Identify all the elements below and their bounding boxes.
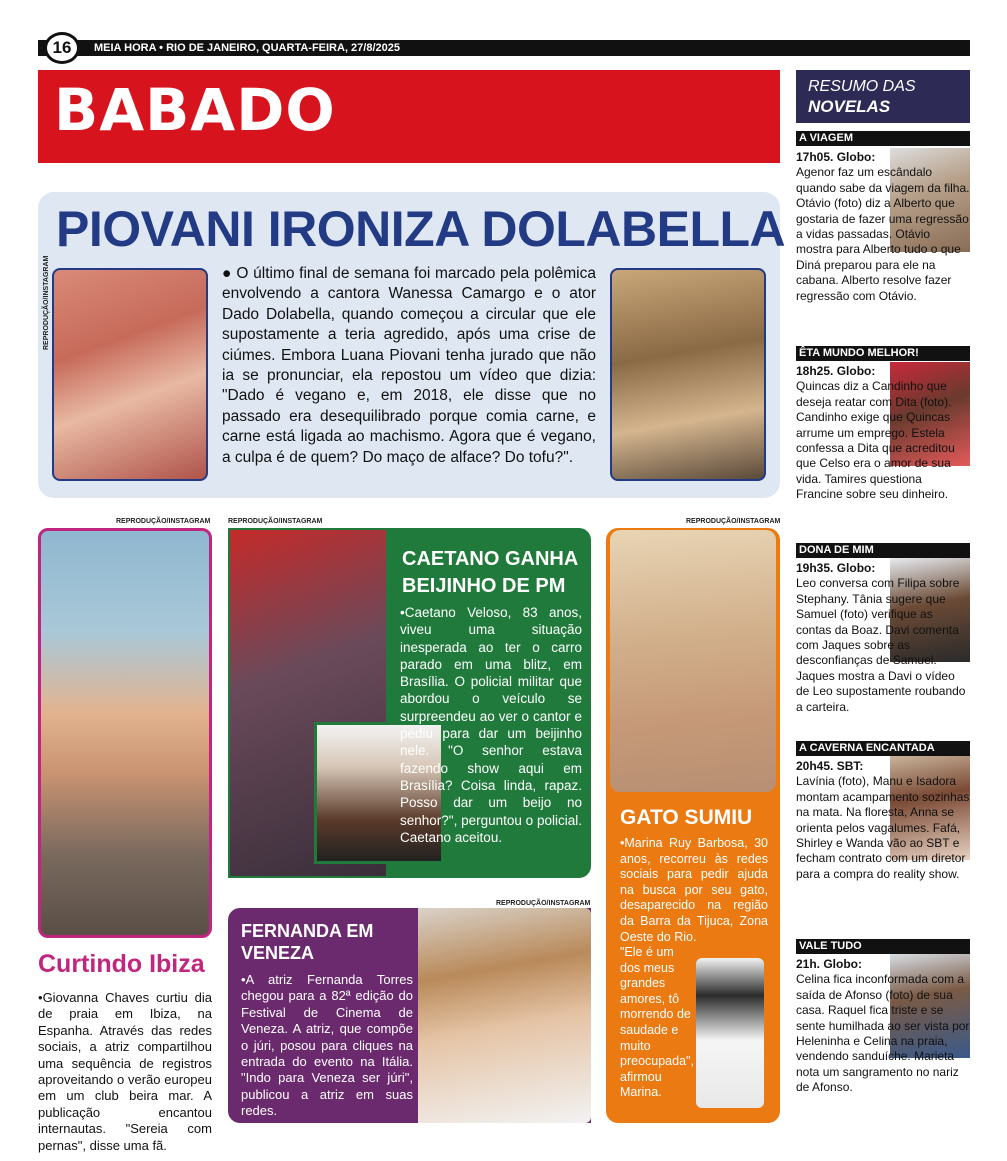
gato-body: •Marina Ruy Barbosa, 30 anos, recorreu às redes sociais para pedir ajuda na busca por seu gato, desaparecido na região da Barra da Tijuca, Zona Oeste do Rio. xyxy=(620,836,768,944)
sidebar-header-line1: RESUMO DAS xyxy=(808,78,916,95)
novela-summary: 21h. Globo: Celina fica inconformada com a saída de Afonso (foto) de sua casa. Raquel fica triste e se sente humilhada ao ser vista por Heleninha e Celina na praia, vendendo sanduíche. Marieta nota um sangramento no nariz de Afonso. xyxy=(796,957,970,1095)
photo-credit: REPRODUÇÃO/INSTAGRAM xyxy=(116,518,211,525)
lead-photo-dolabella xyxy=(610,268,766,481)
fernanda-photo xyxy=(418,908,591,1123)
caetano-headline: CAETANO GANHA BEIJINHO DE PM xyxy=(402,548,578,597)
fernanda-body: •A atriz Fernanda Torres chegou para a 82ª edição do Festival de Cinema de Veneza. A atriz, que compõe o júri, posou para cliques na entrada do evento na Itália. "Indo para Veneza ser júri", publicou a atriz em suas redes. xyxy=(241,972,413,1119)
novela-summary: 18h25. Globo: Quincas diz a Candinho que deseja reatar com Dita (foto). Candinho exige que Quincas arrume um emprego. Estela confessa a Dita que acreditou que Celso era o amor de sua vida. Tamires questiona Francine sobre seu dinheiro. xyxy=(796,364,955,502)
photo-credit: REPRODUÇÃO/INSTAGRAM xyxy=(686,518,781,525)
novela-title: VALE TUDO xyxy=(796,939,970,954)
cat-photo xyxy=(696,958,764,1108)
ibiza-headline: Curtindo Ibiza xyxy=(38,950,205,978)
novela-title: A CAVERNA ENCANTADA xyxy=(796,741,970,756)
marina-photo xyxy=(610,530,776,792)
lead-photo-piovani xyxy=(52,268,208,481)
ibiza-body: •Giovanna Chaves curtiu dia de praia em Ibiza, na Espanha. Através das redes sociais, a atriz compartilhou uma sequência de registros aproveitando o verão europeu em um club beira mar. A publicação encantou internautas. "Sereia com pernas", disse uma fã. xyxy=(38,990,212,1153)
novela-summary: 17h05. Globo: Agenor faz um escândalo quando sabe da viagem da filha. Otávio (foto) diz a Alberto que gostaria de fazer uma regressão a vidas passadas. Otávio mostra para Alberto tudo o que Diná preparou para ele na cabana. Alberto resolve fazer regressão com Otávio. xyxy=(796,150,970,303)
gato-quote: "Ele é um dos meus grandes amores, tô morrendo de saudade e muito preocupada", afirmou Marina. xyxy=(620,945,694,1100)
novela-title: A VIAGEM xyxy=(796,131,970,146)
novela-summary: 20h45. SBT: Lavínia (foto), Manu e Isadora montam acampamento sozinhas na mata. Na floresta, Anna se orienta pelos vagalumes. Fafá, Shirley e Wanda vão ao SBT e fecham contrato com um diretor para a compra do reality show. xyxy=(796,759,970,881)
caetano-body: •Caetano Veloso, 83 anos, viveu uma situação inesperada ao ter o carro parado em uma blitz, em Brasília. O policial militar que abordou o veículo se surpreendeu ao ver o cantor e pediu para dar um beijinho nele. "O senhor estava fazendo show aqui em Brasília? Coisa linda, rapaz. Posso dar um beijo no senhor?", perguntou o policial. Caetano aceitou. xyxy=(400,605,582,845)
newspaper-dateline: MEIA HORA • RIO DE JANEIRO, QUARTA-FEIRA, 27/8/2025 xyxy=(94,42,400,54)
novela-title: DONA DE MIM xyxy=(796,543,970,558)
photo-credit: REPRODUÇÃO/INSTAGRAM xyxy=(43,255,50,350)
page-number: 16 xyxy=(44,32,80,64)
photo-credit: REPRODUÇÃO/INSTAGRAM xyxy=(228,518,323,525)
novela-summary: 19h35. Globo: Leo conversa com Filipa sobre Stephany. Tânia sugere que Samuel (foto) verifique as contas da Boaz. Davi comenta com Jaques sobre as desconfianças de Samuel. Jaques mostra a Davi o vídeo de Leo supostamente roubando a carteira. xyxy=(796,561,966,714)
sidebar-header-line2: NOVELAS xyxy=(808,97,891,116)
ibiza-photo xyxy=(38,528,212,938)
sidebar-header xyxy=(796,70,970,123)
section-title: BABADO xyxy=(54,76,336,144)
fernanda-headline: FERNANDA EM VENEZA xyxy=(241,921,374,963)
lead-body: ● O último final de semana foi marcado pela polêmica envolvendo a cantora Wanessa Camargo e o ator Dado Dolabella, quando começou a circular que ele supostamente a teria agredido, após uma crise de ciúmes. Embora Luana Piovani tenha jurado que não ia se pronunciar, ela repostou um vídeo que dizia: "Dado é vegano e, em 2018, ele disse que no passado era desequilibrado porque comia carne, e carne está ligada ao machismo. Agora que é vegano, a culpa é de quem? Do maço de alface? Do tofu?". xyxy=(222,265,597,466)
novela-title: ÊTA MUNDO MELHOR! xyxy=(796,346,970,361)
gato-headline: GATO SUMIU xyxy=(620,806,753,829)
photo-credit: REPRODUÇÃO/INSTAGRAM xyxy=(496,900,591,907)
lead-headline: PIOVANI IRONIZA DOLABELLA xyxy=(56,201,786,257)
